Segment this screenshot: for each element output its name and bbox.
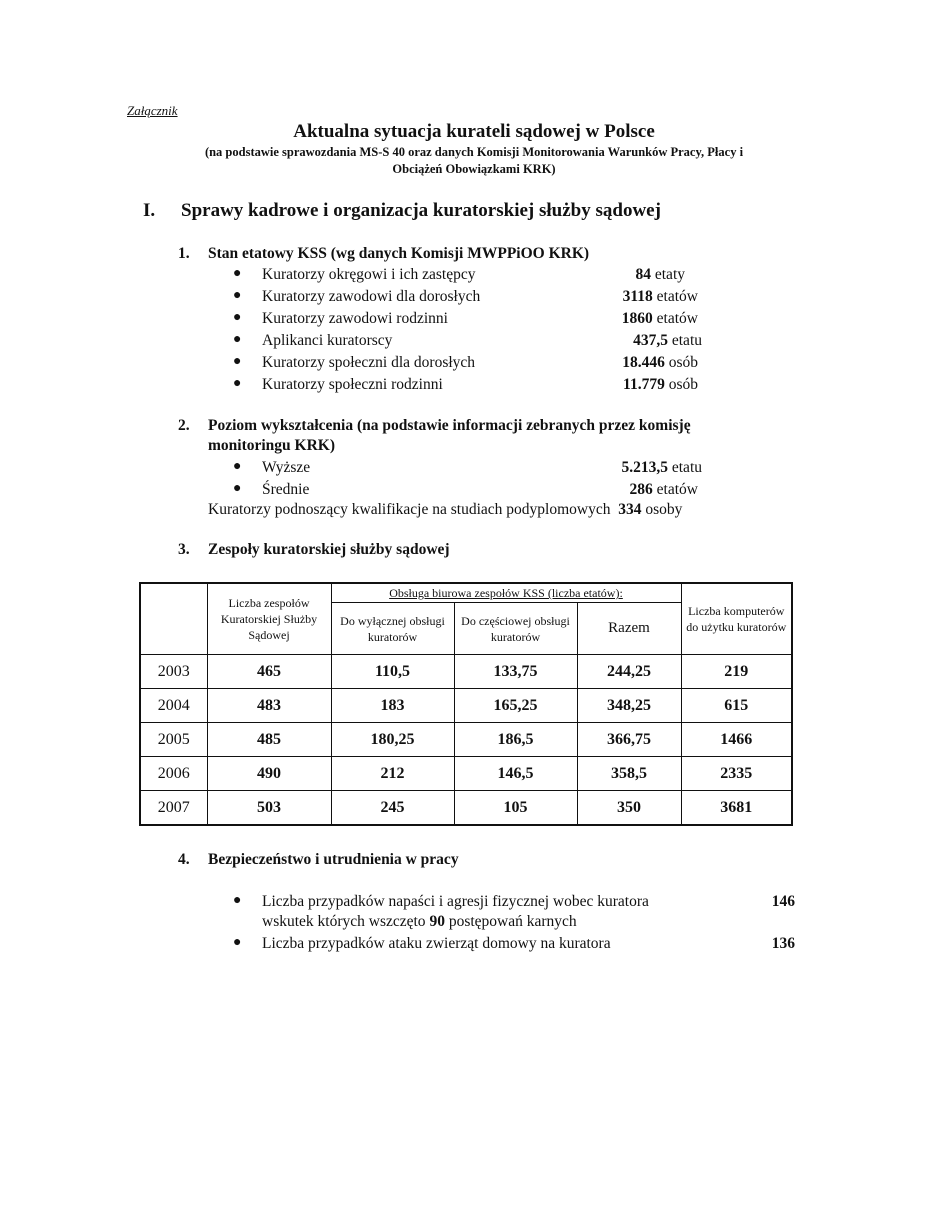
cell-exclusive: 212 (331, 757, 454, 791)
list-item-value: 11.779 osób (623, 376, 698, 393)
list-item-label: Kuratorzy zawodowi dla dorosłych (262, 288, 481, 305)
list-item-value: 84 etaty (635, 266, 685, 283)
s1-heading: Stan etatowy KSS (wg danych Komisji MWPPiOO KRK) (208, 245, 590, 262)
s4-item2-value: 136 (771, 935, 795, 952)
s2-note: Kuratorzy podnoszący kwalifikacje na studiach podyplomowych 334 osoby (208, 501, 683, 518)
table-row (140, 655, 792, 689)
cell-partial: 165,25 (454, 689, 577, 723)
section-number: I. (143, 200, 156, 221)
cell-year: 2004 (140, 689, 207, 723)
bullet-icon: ● (233, 266, 242, 281)
s2-heading-line1: Poziom wykształcenia (na podstawie informacji zebranych przez komisję (208, 417, 691, 434)
cell-total: 366,75 (577, 723, 681, 757)
annex-label: Załącznik (127, 103, 178, 118)
cell-teams: 503 (207, 791, 331, 826)
s2-number: 2. (178, 417, 190, 434)
cell-computers: 1466 (681, 723, 792, 757)
section-title: Sprawy kadrowe i organizacja kuratorskiej służby sądowej (181, 200, 661, 221)
bullet-icon: ● (233, 332, 242, 347)
list-item-label: Wyższe (262, 459, 311, 476)
header-office-service: Obsługa biurowa zespołów KSS (liczba etatów): (331, 583, 681, 603)
table-row (140, 791, 792, 826)
list-item-label: Kuratorzy społeczni rodzinni (262, 376, 443, 393)
document-subtitle-line2: Obciążeń Obowiązkami KRK) (392, 162, 556, 176)
list-item-value: 286 etatów (629, 481, 698, 498)
bullet-icon: ● (233, 893, 242, 908)
document-subtitle-line1: (na podstawie sprawozdania MS-S 40 oraz danych Komisji Monitorowania Warunków Pracy, Płacy i (204, 145, 744, 159)
list-item-label: Kuratorzy zawodowi rodzinni (262, 310, 448, 327)
header-computers: Liczba komputerów do użytku kuratorów (681, 583, 792, 655)
cell-total: 244,25 (577, 655, 681, 689)
cell-partial: 105 (454, 791, 577, 826)
s4-item1-line1: Liczba przypadków napaści i agresji fizycznej wobec kuratora (262, 893, 649, 910)
kss-table (139, 582, 793, 826)
bullet-icon: ● (233, 310, 242, 325)
list-item-value: 3118 etatów (622, 288, 698, 305)
list-item-label: Aplikanci kuratorscy (262, 332, 393, 349)
cell-year: 2003 (140, 655, 207, 689)
cell-partial: 133,75 (454, 655, 577, 689)
list-item-value: 18.446 osób (622, 354, 698, 371)
list-item-value: 1860 etatów (621, 310, 698, 327)
s3-heading: Zespoły kuratorskiej służby sądowej (208, 541, 450, 558)
cell-teams: 490 (207, 757, 331, 791)
header-exclusive: Do wyłącznej obsługi kuratorów (331, 603, 454, 655)
header-empty (140, 583, 207, 655)
header-total: Razem (577, 603, 681, 655)
cell-computers: 615 (681, 689, 792, 723)
s4-heading: Bezpieczeństwo i utrudnienia w pracy (208, 851, 459, 868)
bullet-icon: ● (233, 376, 242, 391)
bullet-icon: ● (233, 459, 242, 474)
bullet-icon: ● (233, 481, 242, 496)
cell-total: 348,25 (577, 689, 681, 723)
cell-year: 2005 (140, 723, 207, 757)
header-partial: Do częściowej obsługi kuratorów (454, 603, 577, 655)
cell-computers: 219 (681, 655, 792, 689)
list-item-label: Kuratorzy społeczni dla dorosłych (262, 354, 476, 371)
cell-year: 2006 (140, 757, 207, 791)
table-row (140, 689, 792, 723)
cell-exclusive: 245 (331, 791, 454, 826)
s1-number: 1. (178, 245, 190, 262)
list-item-value: 437,5 etatu (633, 332, 702, 349)
cell-computers: 3681 (681, 791, 792, 826)
cell-total: 358,5 (577, 757, 681, 791)
cell-total: 350 (577, 791, 681, 826)
list-item-label: Kuratorzy okręgowi i ich zastępcy (262, 266, 476, 283)
bullet-icon: ● (233, 288, 242, 303)
s4-item1-line2: wskutek których wszczęto 90 postępowań karnych (262, 913, 577, 930)
cell-exclusive: 180,25 (331, 723, 454, 757)
header-teams: Liczba zespołów Kuratorskiej Służby Sądowej (207, 583, 331, 655)
cell-teams: 485 (207, 723, 331, 757)
bullet-icon: ● (233, 354, 242, 369)
s2-heading-line2: monitoringu KRK) (208, 437, 336, 454)
cell-teams: 465 (207, 655, 331, 689)
list-item-value: 5.213,5 etatu (621, 459, 702, 476)
cell-computers: 2335 (681, 757, 792, 791)
cell-exclusive: 110,5 (331, 655, 454, 689)
table-row (140, 757, 792, 791)
cell-teams: 483 (207, 689, 331, 723)
s4-number: 4. (178, 851, 190, 868)
cell-partial: 146,5 (454, 757, 577, 791)
s4-item2: Liczba przypadków ataku zwierząt domowy na kuratora (262, 935, 611, 952)
list-item-label: Średnie (262, 481, 310, 498)
cell-year: 2007 (140, 791, 207, 826)
table-row (140, 723, 792, 757)
cell-partial: 186,5 (454, 723, 577, 757)
s3-number: 3. (178, 541, 190, 558)
cell-exclusive: 183 (331, 689, 454, 723)
document-title: Aktualna sytuacja kurateli sądowej w Polsce (293, 121, 655, 142)
bullet-icon: ● (233, 935, 242, 950)
s4-item1-value: 146 (771, 893, 795, 910)
